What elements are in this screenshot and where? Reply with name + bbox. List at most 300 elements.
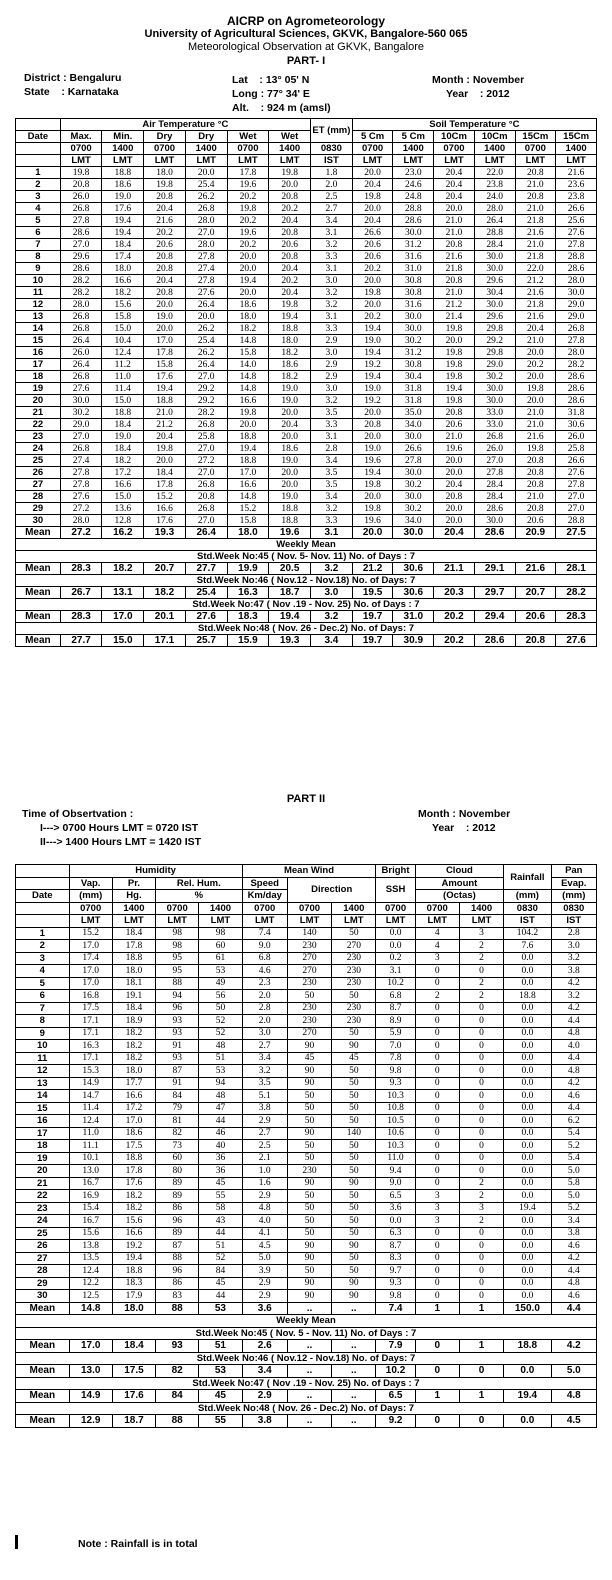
value-cell: 0	[459, 1227, 503, 1240]
value-cell: 19.8	[434, 395, 475, 407]
value-cell: 50	[332, 1215, 376, 1228]
value-cell: 10.6	[376, 1127, 415, 1140]
value-cell: 24.8	[393, 191, 434, 203]
value-cell: 26.8	[556, 323, 597, 335]
value-cell: 20.0	[227, 419, 269, 431]
value-cell: 20.8	[185, 491, 227, 503]
table-row	[16, 1265, 597, 1278]
row-label-cell: Mean	[16, 635, 61, 647]
value-cell: 4.8	[551, 1277, 596, 1290]
value-cell: 3.1	[311, 527, 353, 539]
value-cell: 93	[156, 1052, 199, 1065]
value-cell: 0	[415, 1365, 459, 1378]
time-header: 0700	[242, 902, 287, 915]
value-cell: 3.0	[311, 587, 353, 599]
value-cell: 82	[156, 1127, 199, 1140]
value-cell: 3.2	[242, 1065, 287, 1078]
value-cell: 27.0	[185, 443, 227, 455]
value-cell: 20.0	[515, 371, 556, 383]
value-cell: 19.4	[352, 467, 393, 479]
value-cell: 15.6	[69, 1227, 112, 1240]
value-cell: 6.3	[376, 1227, 415, 1240]
value-cell: 19.4	[352, 347, 393, 359]
value-cell: 0.0	[376, 1215, 415, 1228]
time-header: 1400	[556, 143, 597, 155]
value-cell: 89	[156, 1227, 199, 1240]
value-cell: 2.3	[242, 977, 287, 990]
value-cell: 26.0	[556, 431, 597, 443]
org-title: AICRP on Agrometeorology	[226, 14, 385, 28]
value-cell: 21.6	[515, 431, 556, 443]
district-label: District : Bengaluru	[24, 72, 122, 84]
table-row	[16, 1277, 597, 1290]
value-cell: 90	[287, 1127, 331, 1140]
value-cell: 0	[415, 1227, 459, 1240]
value-cell: 20.8	[269, 227, 311, 239]
value-cell: 19.2	[112, 1240, 155, 1253]
value-cell: 270	[287, 965, 331, 978]
value-cell: 36	[199, 1152, 242, 1165]
std-week-label: Std.Week No:45 ( Nov. 5 - Nov. 11) No. of Days : 7	[16, 1327, 597, 1340]
value-cell: 27.0	[556, 491, 597, 503]
value-cell: 17.5	[112, 1365, 155, 1378]
time-header: 0700	[415, 902, 459, 915]
value-cell: 20.0	[269, 407, 311, 419]
value-cell: 34.0	[393, 419, 434, 431]
unit-header: LMT	[434, 155, 475, 167]
value-cell: 0.0	[376, 927, 415, 940]
value-cell: 29.2	[474, 335, 515, 347]
value-cell: 52	[199, 1252, 242, 1265]
value-cell: 28.6	[474, 527, 515, 539]
value-cell: 17.6	[144, 515, 186, 527]
value-cell: 90	[287, 1077, 331, 1090]
value-cell: 19.4	[227, 275, 269, 287]
value-cell: 2	[459, 1177, 503, 1190]
row-label-cell: 5	[16, 215, 61, 227]
row-label-cell: 11	[16, 1052, 70, 1065]
row-label-cell: 25	[16, 1227, 70, 1240]
value-cell: 18.6	[112, 1127, 155, 1140]
table-row	[16, 977, 597, 990]
value-cell: 12.4	[102, 347, 144, 359]
value-cell: 3.6	[242, 1302, 287, 1315]
unit-header: LMT	[556, 155, 597, 167]
value-cell: 18.8	[102, 407, 144, 419]
value-cell: 21.6	[515, 563, 556, 575]
row-label-cell: 13	[16, 1077, 70, 1090]
row-label-cell: 29	[16, 1277, 70, 1290]
row-label-cell: 12	[16, 1065, 70, 1078]
value-cell: 27.0	[60, 239, 102, 251]
value-cell: 27.6	[60, 491, 102, 503]
pan-header: Pan	[551, 865, 596, 878]
time-header: 1400	[112, 902, 155, 915]
unit-header: IST	[504, 915, 551, 928]
table-row	[16, 940, 597, 953]
value-cell: 230	[287, 1165, 331, 1178]
value-cell: 21.0	[434, 431, 475, 443]
value-cell: 21.0	[515, 203, 556, 215]
row-label-cell: 16	[16, 347, 61, 359]
value-cell: 230	[332, 965, 376, 978]
value-cell: 0.0	[504, 1190, 551, 1203]
value-cell: ..	[287, 1340, 331, 1353]
value-cell: 19.8	[434, 323, 475, 335]
pr-header: Pr.	[112, 877, 155, 890]
value-cell: 0	[415, 1165, 459, 1178]
table-row	[16, 1115, 597, 1128]
table-row	[16, 1290, 597, 1303]
unit-header: LMT	[393, 155, 434, 167]
value-cell: 24.0	[474, 191, 515, 203]
table-row	[16, 359, 597, 371]
table-row	[16, 419, 597, 431]
humidity-header: Humidity	[69, 865, 242, 878]
value-cell: 230	[332, 952, 376, 965]
value-cell: 104.2	[504, 927, 551, 940]
value-cell: ..	[332, 1365, 376, 1378]
unit-header: LMT	[269, 155, 311, 167]
value-cell: 3.2	[311, 299, 353, 311]
value-cell: 55	[199, 1190, 242, 1203]
value-cell: 9.3	[376, 1077, 415, 1090]
value-cell: 20.0	[352, 527, 393, 539]
value-cell: 20.4	[269, 287, 311, 299]
value-cell: 23.6	[556, 179, 597, 191]
unit-header: LMT	[185, 155, 227, 167]
table-row	[16, 275, 597, 287]
value-cell: 19.8	[515, 443, 556, 455]
row-label-cell: Mean	[16, 527, 61, 539]
time-header: 0700	[227, 143, 269, 155]
value-cell: 30.0	[393, 467, 434, 479]
value-cell: 35.0	[393, 407, 434, 419]
value-cell: 27.8	[556, 239, 597, 251]
value-cell: 2.5	[242, 1140, 287, 1153]
value-cell: 0	[415, 1277, 459, 1290]
value-cell: 5.9	[376, 1027, 415, 1040]
value-cell: 50	[332, 990, 376, 1003]
value-cell: 2	[459, 952, 503, 965]
value-cell: 20.8	[144, 263, 186, 275]
row-label-cell: 19	[16, 383, 61, 395]
value-cell: 19.6	[269, 527, 311, 539]
part2-year: Year : 2012	[432, 822, 496, 834]
value-cell: 17.6	[112, 1177, 155, 1190]
value-cell: 50	[332, 1077, 376, 1090]
value-cell: 19.3	[269, 635, 311, 647]
value-cell: 17.1	[144, 635, 186, 647]
part1-blank-cell	[16, 119, 61, 131]
value-cell: 18.0	[269, 335, 311, 347]
std-week-label: Std.Week No:46 ( Nov.12 - Nov.18) No. of Days: 7	[16, 575, 597, 587]
value-cell: 93	[156, 1340, 199, 1353]
value-cell: 17.5	[112, 1140, 155, 1153]
time-header: 1400	[199, 902, 242, 915]
value-cell: 10.8	[376, 1102, 415, 1115]
value-cell: 25.4	[185, 587, 227, 599]
value-cell: 50	[287, 990, 331, 1003]
value-cell: 27.6	[60, 383, 102, 395]
value-cell: 0.0	[376, 940, 415, 953]
value-cell: 50	[287, 1152, 331, 1165]
value-cell: 20.6	[269, 239, 311, 251]
value-cell: 0	[459, 1027, 503, 1040]
soil-temp-header: Soil Temperature °C	[352, 119, 596, 131]
value-cell: 20.8	[515, 191, 556, 203]
value-cell: 50	[332, 1152, 376, 1165]
value-cell: 29.1	[474, 563, 515, 575]
value-cell: 20.4	[269, 419, 311, 431]
value-cell: 3.6	[376, 1202, 415, 1215]
value-cell: 3	[415, 1190, 459, 1203]
table-row	[16, 1027, 597, 1040]
row-label-cell: 7	[16, 239, 61, 251]
value-cell: 27.0	[185, 515, 227, 527]
value-cell: 14.8	[227, 383, 269, 395]
value-cell: 0.0	[504, 1227, 551, 1240]
value-cell: 19.6	[227, 227, 269, 239]
value-cell: 25.7	[185, 635, 227, 647]
value-cell: 0.2	[376, 952, 415, 965]
value-cell: 3.2	[311, 287, 353, 299]
row-label-cell: 24	[16, 443, 61, 455]
value-cell: 30.2	[60, 407, 102, 419]
value-cell: 29.2	[185, 395, 227, 407]
value-cell: 4.2	[551, 1002, 596, 1015]
value-cell: 2.9	[311, 371, 353, 383]
row-label-cell: Mean	[16, 611, 61, 623]
part2-header-times	[16, 902, 597, 915]
value-cell: 90	[332, 1290, 376, 1303]
value-cell: 14.8	[69, 1302, 112, 1315]
value-cell: 19.0	[352, 335, 393, 347]
value-cell: 14.0	[227, 359, 269, 371]
value-cell: 20.0	[352, 491, 393, 503]
value-cell: 19.4	[227, 443, 269, 455]
value-cell: 31.0	[393, 611, 434, 623]
row-label-cell: Mean	[16, 1415, 70, 1428]
value-cell: 27.4	[60, 455, 102, 467]
value-cell: 33.0	[474, 407, 515, 419]
year-label: Year : 2012	[446, 88, 510, 100]
value-cell: 3.3	[311, 419, 353, 431]
value-cell: 20.6	[352, 251, 393, 263]
value-cell: 2	[415, 990, 459, 1003]
row-label-cell: 9	[16, 263, 61, 275]
value-cell: 14.8	[227, 335, 269, 347]
time-header: 0700	[69, 902, 112, 915]
row-label-cell: 25	[16, 455, 61, 467]
row-label-cell: 14	[16, 323, 61, 335]
value-cell: 20.1	[144, 611, 186, 623]
value-cell: 20.0	[269, 479, 311, 491]
value-cell: 20.8	[144, 251, 186, 263]
table-row	[16, 287, 597, 299]
value-cell: 29.8	[474, 347, 515, 359]
row-label-cell: 2	[16, 179, 61, 191]
table-row	[16, 1052, 597, 1065]
value-cell: 2.7	[311, 203, 353, 215]
part1-title: PART- I	[286, 55, 326, 67]
value-cell: 30.2	[393, 335, 434, 347]
value-cell: 10.5	[376, 1115, 415, 1128]
value-cell: 19.2	[352, 395, 393, 407]
value-cell: 17.1	[69, 1052, 112, 1065]
value-cell: 14.8	[227, 371, 269, 383]
time-header: 0700	[287, 902, 331, 915]
value-cell: 98	[199, 927, 242, 940]
value-cell: 5.0	[551, 1190, 596, 1203]
value-cell: 18.0	[144, 167, 186, 179]
value-cell: 20.2	[227, 215, 269, 227]
value-cell: 19.8	[434, 347, 475, 359]
value-cell: 0	[459, 1115, 503, 1128]
value-cell: 28.6	[556, 371, 597, 383]
unit-header: LMT	[242, 915, 287, 928]
value-cell: 17.9	[112, 1290, 155, 1303]
value-cell: 20.0	[434, 467, 475, 479]
value-cell: 17.4	[102, 251, 144, 263]
value-cell: 3.2	[311, 503, 353, 515]
value-cell: 20.2	[269, 203, 311, 215]
value-cell: 3.1	[311, 263, 353, 275]
value-cell: 27.8	[185, 251, 227, 263]
std-week-label: Std.Week No:45 ( Nov. 5- Nov. 11) No. of Days : 7	[16, 551, 597, 563]
value-cell: 50	[332, 1252, 376, 1265]
value-cell: 2.0	[311, 179, 353, 191]
value-cell: 4.4	[551, 1015, 596, 1028]
value-cell: 4.2	[551, 1340, 596, 1353]
table-row	[16, 179, 597, 191]
table-row	[16, 1015, 597, 1028]
time-header: 1400	[474, 143, 515, 155]
value-cell: 0	[415, 1127, 459, 1140]
time-header: 0700	[352, 143, 393, 155]
value-cell: 20.6	[515, 611, 556, 623]
value-cell: 44	[199, 1115, 242, 1128]
unit-header: LMT	[144, 155, 186, 167]
value-cell: 80	[156, 1165, 199, 1178]
value-cell: 29.6	[474, 311, 515, 323]
value-cell: 21.6	[556, 167, 597, 179]
value-cell: 31.2	[393, 239, 434, 251]
value-cell: 2.9	[242, 1290, 287, 1303]
table-row	[16, 299, 597, 311]
value-cell: 19.2	[352, 359, 393, 371]
value-cell: 0	[459, 1165, 503, 1178]
value-cell: 27.5	[556, 527, 597, 539]
value-cell: 15.6	[112, 1215, 155, 1228]
value-cell: 9.0	[376, 1177, 415, 1190]
value-cell: 21.6	[434, 251, 475, 263]
value-cell: 26.4	[60, 359, 102, 371]
value-cell: 30.0	[474, 383, 515, 395]
value-cell: 16.6	[102, 479, 144, 491]
value-cell: 19.0	[352, 383, 393, 395]
value-cell: 19.0	[144, 311, 186, 323]
value-cell: 19.8	[352, 287, 393, 299]
value-cell: 18.2	[112, 1052, 155, 1065]
value-cell: 28.0	[556, 347, 597, 359]
value-cell: 0	[415, 1027, 459, 1040]
value-cell: 21.0	[515, 491, 556, 503]
value-cell: 30.0	[474, 395, 515, 407]
col-header: 15Cm	[515, 131, 556, 143]
value-cell: 19.7	[352, 611, 393, 623]
value-cell: 24.6	[393, 179, 434, 191]
value-cell: 20.4	[434, 191, 475, 203]
value-cell: 50	[287, 1190, 331, 1203]
value-cell: 15.8	[102, 311, 144, 323]
value-cell: 0	[459, 1265, 503, 1278]
value-cell: 17.0	[112, 1115, 155, 1128]
value-cell: ..	[332, 1340, 376, 1353]
value-cell: 20.3	[434, 587, 475, 599]
time-header: 0700	[144, 143, 186, 155]
value-cell: 19.4	[269, 611, 311, 623]
row-label-cell: 28	[16, 491, 61, 503]
value-cell: 30.0	[393, 491, 434, 503]
value-cell: 45	[332, 1052, 376, 1065]
value-cell: 18.8	[112, 952, 155, 965]
value-cell: 98	[156, 927, 199, 940]
value-cell: 27.8	[556, 479, 597, 491]
value-cell: 3.8	[242, 1415, 287, 1428]
value-cell: 8.7	[376, 1002, 415, 1015]
value-cell: 20.0	[352, 407, 393, 419]
time-header: 0830	[551, 902, 596, 915]
value-cell: 10.3	[376, 1140, 415, 1153]
table-row	[16, 1215, 597, 1228]
value-cell: 3.0	[311, 383, 353, 395]
value-cell: 28.3	[556, 611, 597, 623]
value-cell: 3.2	[551, 952, 596, 965]
value-cell: 5.2	[551, 1140, 596, 1153]
value-cell: 12.4	[69, 1265, 112, 1278]
value-cell: 2.9	[242, 1115, 287, 1128]
value-cell: 50	[332, 1202, 376, 1215]
std-week-label: Std.Week No:47 ( Nov .19 - Nov. 25) No. of Days : 7	[16, 599, 597, 611]
value-cell: 2.0	[242, 990, 287, 1003]
value-cell: 20.0	[352, 431, 393, 443]
rain-mm-header: (mm)	[504, 890, 551, 903]
value-cell: 43	[199, 1215, 242, 1228]
value-cell: 0.0	[504, 1127, 551, 1140]
value-cell: 4.0	[551, 1040, 596, 1053]
value-cell: 19.0	[352, 443, 393, 455]
vap-header: Vap.	[69, 877, 112, 890]
value-cell: 18.2	[102, 455, 144, 467]
value-cell: 20.8	[434, 407, 475, 419]
value-cell: 11.4	[69, 1102, 112, 1115]
value-cell: 19.8	[227, 407, 269, 419]
value-cell: 27.0	[474, 455, 515, 467]
value-cell: 0	[415, 1265, 459, 1278]
unit-header: LMT	[112, 915, 155, 928]
value-cell: 88	[156, 1302, 199, 1315]
unit-header: LMT	[287, 915, 331, 928]
value-cell: 34.0	[393, 515, 434, 527]
value-cell: 9.4	[376, 1165, 415, 1178]
value-cell: 23.8	[556, 191, 597, 203]
row-label-cell: 18	[16, 371, 61, 383]
unit-header: IST	[311, 155, 353, 167]
value-cell: 30.2	[393, 479, 434, 491]
part1-header-times	[16, 143, 597, 155]
value-cell: 4.8	[551, 1027, 596, 1040]
